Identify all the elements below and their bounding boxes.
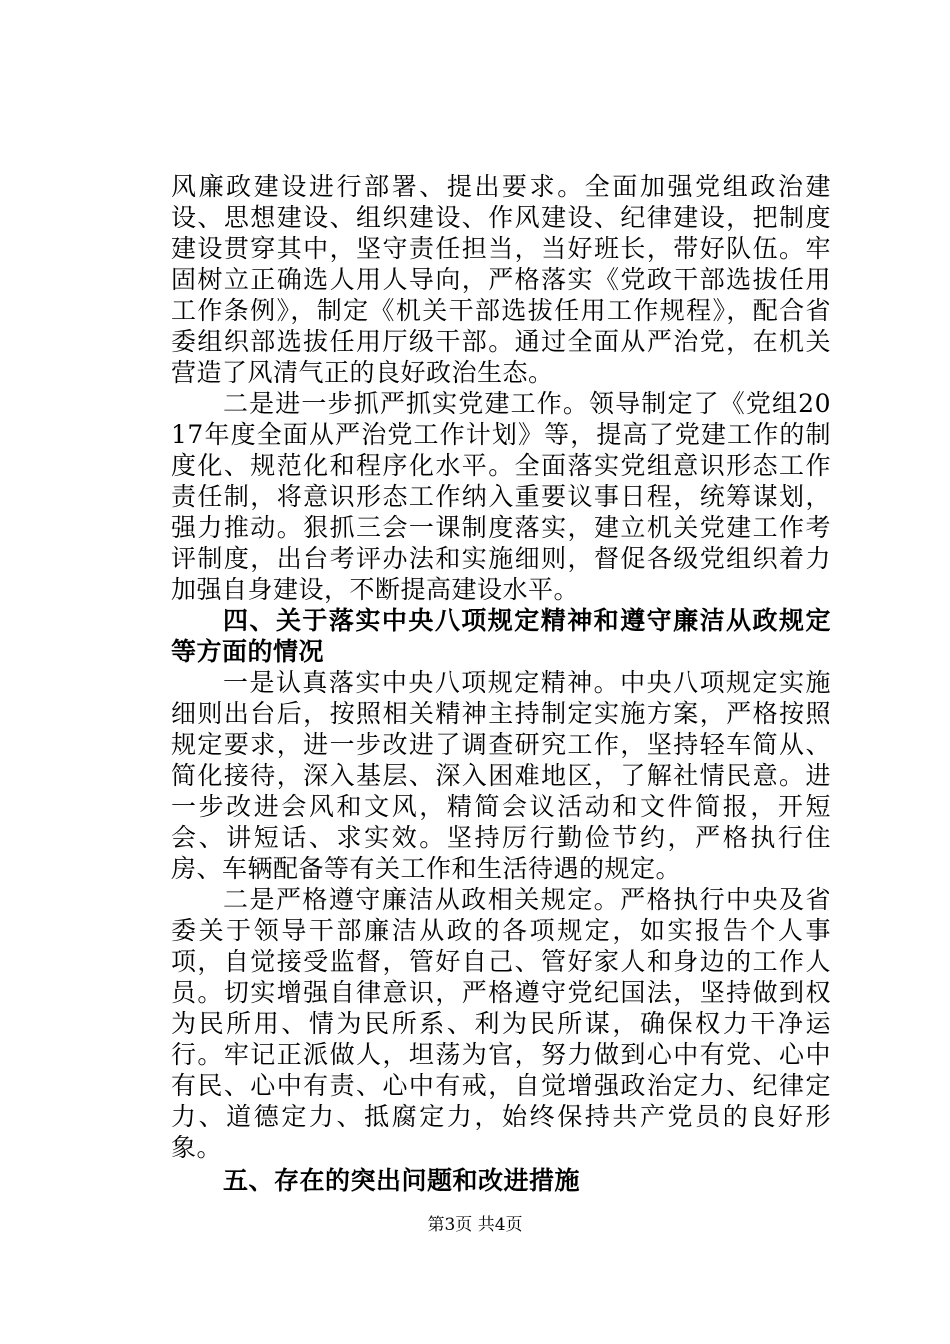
document-body xyxy=(171,171,831,1196)
page-footer xyxy=(0,1214,950,1236)
paragraph-party-building-continued: 风廉政建设进行部署、提出要求。全面加强党组政治建设、思想建设、组织建设、作风建设、纪律建设，把制度建设贯穿其中，坚守责任担当，当好班长，带好队伍。牢固树立正确选人用人导向，严格落实《党政干部选拔任用工作条例》，制定《机关干部选拔任用工作规程》，配合省委组织部选拔任用厅级干部。通过全面从严治党，在机关营造了风清气正的良好政治生态。 xyxy=(171,172,831,387)
paragraph-party-building-work: 二是进一步抓严抓实党建工作。领导制定了《党组2017年度全面从严治党工作计划》等，提高了党建工作的制度化、规范化和程序化水平。全面落实党组意识形态工作责任制，将意识形态工作纳入重要议事日程，统筹谋划，强力推动。狠抓三会一课制度落实，建立机关党建工作考评制度，出台考评办法和实施细则，督促各级党组织着力加强自身建设，不断提高建设水平。 xyxy=(171,389,831,604)
paragraph-clean-governance: 二是严格遵守廉洁从政相关规定。严格执行中央及省委关于领导干部廉洁从政的各项规定，如实报告个人事项，自觉接受监督，管好自己、管好家人和身边的工作人员。切实增强自律意识，严格遵守党纪国法，坚持做到权为民所用、情为民所系、利为民所谋，确保权力干净运行。牢记正派做人，坦荡为官，努力做到心中有党、心中有民、心中有责、心中有戒，自觉增强政治定力、纪律定力、道德定力、抵腐定力，始终保持共产党员的良好形象。 xyxy=(171,885,831,1162)
section-heading-four: 四、关于落实中央八项规定精神和遵守廉洁从政规定等方面的情况 xyxy=(171,606,831,666)
page-number-label: 第3页 共4页 xyxy=(427,1215,523,1235)
section-heading-five: 五、存在的突出问题和改进措施 xyxy=(223,1166,581,1195)
paragraph-eight-regulations: 一是认真落实中央八项规定精神。中央八项规定实施细则出台后，按照相关精神主持制定实施方案，严格按照规定要求，进一步改进了调查研究工作，坚持轻车简从、简化接待，深入基层、深入困难地区，了解社情民意。进一步改进会风和文风，精简会议活动和文件简报，开短会、讲短话、求实效。坚持厉行勤俭节约，严格执行住房、车辆配备等有关工作和生活待遇的规定。 xyxy=(171,668,831,883)
